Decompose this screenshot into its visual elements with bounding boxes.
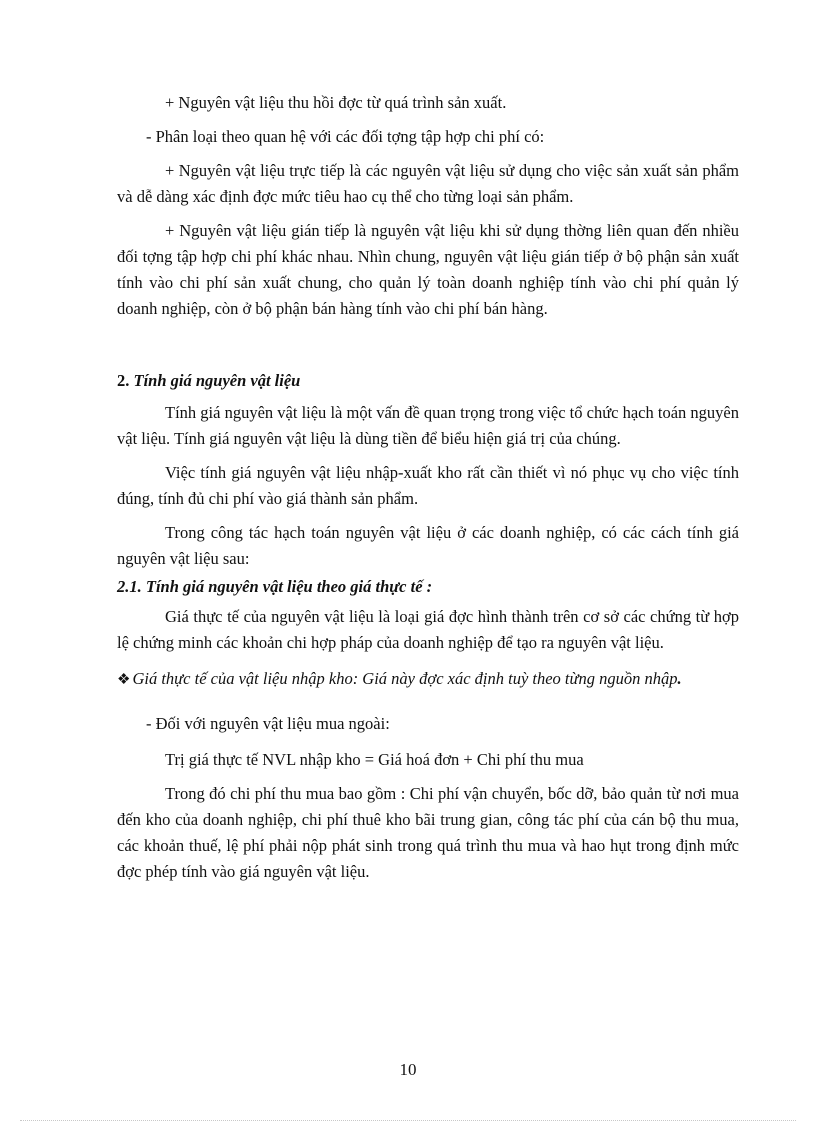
paragraph-pricing-methods: Trong công tác hạch toán nguyên vật liệu ở các doanh nghiệp, có các cách tính giá nguyên vật liệu sau: xyxy=(117,523,739,568)
note-text: Giá thực tế của vật liệu nhập kho: Giá này đợc xác định tuỳ theo từng nguồn nhập xyxy=(132,669,678,688)
section-number: 2. xyxy=(117,371,130,390)
note-actual-price-import xyxy=(117,666,739,693)
footer-divider xyxy=(20,1120,796,1121)
subsection-heading-2-1: 2.1. Tính giá nguyên vật liệu theo giá thực tế : xyxy=(117,577,433,596)
paragraph-classification: - Phân loại theo quan hệ với các đối tợng tập hợp chi phí có: xyxy=(146,127,545,146)
paragraph-purchase-costs: Trong đó chi phí thu mua bao gồm : Chi phí vận chuyển, bốc dỡ, bảo quản từ nơi mua đến kho của doanh nghiệp, chi phí thuê kho bãi trung gian, công tác phí của cán bộ thu mua, các khoản thuế, lệ phí phải nộp phát sinh trong quá trình thu mua và hao hụt trong định mức đợc phép tính vào giá nguyên vật liệu. xyxy=(117,784,739,881)
page-number: 10 xyxy=(399,1060,417,1079)
formula-actual-value: Trị giá thực tế NVL nhập kho = Giá hoá đơn + Chi phí thu mua xyxy=(165,750,584,769)
note-period: . xyxy=(677,669,682,688)
paragraph-indirect-materials: + Nguyên vật liệu gián tiếp là nguyên vật liệu khi sử dụng thờng liên quan đến nhiều đối tợng tập hợp chi phí khác nhau. Nhìn chung, nguyên vật liệu gián tiếp ở bộ phận sản xuất tính vào chi phí sản xuất chung, cho quản lý toàn doanh nghiệp tính vào chi phí quản lý doanh nghiệp, còn ở bộ phận bán hàng tính vào chi phí bán hàng. xyxy=(117,221,739,318)
paragraph-purchased-materials: - Đối với nguyên vật liệu mua ngoài: xyxy=(146,714,390,733)
document-page xyxy=(117,90,739,885)
paragraph-actual-price: Giá thực tế của nguyên vật liệu là loại giá đợc hình thành trên cơ sở các chứng từ hợp lệ chứng minh các khoản chi hợp pháp của doanh nghiệp để tạo ra nguyên vật liệu. xyxy=(117,607,739,652)
diamond-bullet-icon: ❖ xyxy=(117,672,131,688)
paragraph-pricing-necessity: Việc tính giá nguyên vật liệu nhập-xuất kho rất cần thiết vì nó phục vụ cho việc tính đúng, tính đủ chi phí vào giá thành sản phẩm. xyxy=(117,463,739,508)
paragraph-recovered-materials: + Nguyên vật liệu thu hồi đợc từ quá trình sản xuất. xyxy=(165,93,507,112)
section-title: Tính giá nguyên vật liệu xyxy=(129,371,301,390)
paragraph-direct-materials: + Nguyên vật liệu trực tiếp là các nguyên vật liệu sử dụng cho việc sản xuất sản phẩm và dễ dàng xác định đợc mức tiêu hao cụ thể cho từng loại sản phẩm. xyxy=(117,161,739,206)
paragraph-pricing-intro: Tính giá nguyên vật liệu là một vấn đề quan trọng trong việc tổ chức hạch toán nguyên vật liệu. Tính giá nguyên vật liệu là dùng tiền để biểu hiện giá trị của chúng. xyxy=(117,403,739,448)
section-heading-2 xyxy=(117,368,739,394)
